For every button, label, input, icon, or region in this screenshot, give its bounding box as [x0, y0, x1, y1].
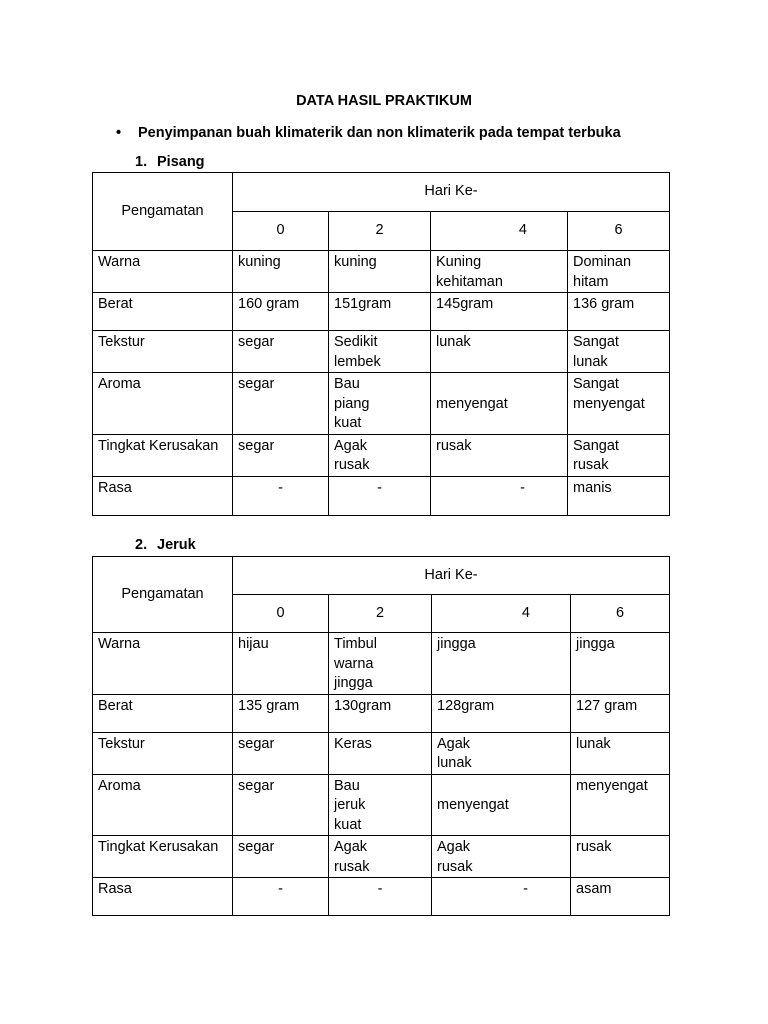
row-label: Rasa	[93, 878, 233, 916]
header-day: 4	[432, 595, 571, 633]
bullet-text: Penyimpanan buah klimaterik dan non klimaterik pada tempat terbuka	[138, 125, 621, 141]
table-row	[93, 774, 670, 836]
row-label: Warna	[93, 633, 233, 695]
table-cell: segar	[233, 331, 329, 373]
bullet-symbol: •	[116, 125, 122, 141]
row-label: Aroma	[93, 774, 233, 836]
section-name: Jeruk	[157, 537, 196, 553]
table-row	[93, 836, 670, 878]
table-cell: rusak	[571, 836, 670, 878]
table-row	[93, 878, 670, 916]
table-cell: lunak	[431, 331, 568, 373]
row-label: Tekstur	[93, 732, 233, 774]
header-hari-ke: Hari Ke-	[233, 173, 670, 212]
table-row	[93, 694, 670, 732]
table-cell: 145gram	[431, 293, 568, 331]
bullet-point	[116, 125, 621, 141]
table-cell: 136 gram	[568, 293, 670, 331]
table-cell: jingga	[432, 633, 571, 695]
header-day: 6	[571, 595, 670, 633]
header-day: 0	[233, 212, 329, 251]
table-cell: Keras	[329, 732, 432, 774]
table-cell: Agak rusak	[329, 836, 432, 878]
table-cell: menyengat	[571, 774, 670, 836]
table-cell: segar	[233, 373, 329, 435]
table-cell: 130gram	[329, 694, 432, 732]
row-label: Berat	[93, 293, 233, 331]
header-day: 0	[233, 595, 329, 633]
table-row	[93, 476, 670, 515]
observation-table-pisang	[92, 172, 670, 516]
table-cell: rusak	[431, 434, 568, 476]
table-cell: asam	[571, 878, 670, 916]
table-cell: -	[431, 476, 568, 515]
table-row	[93, 373, 670, 435]
header-pengamatan: Pengamatan	[93, 173, 233, 251]
table-row	[93, 331, 670, 373]
table-cell: Sangat menyengat	[568, 373, 670, 435]
table-cell: jingga	[571, 633, 670, 695]
table-cell: Dominan hitam	[568, 251, 670, 293]
table-cell: 128gram	[432, 694, 571, 732]
section-number: 1.	[135, 154, 148, 170]
section-heading-jeruk	[135, 537, 196, 553]
table-cell: Sedikit lembek	[329, 331, 431, 373]
header-pengamatan: Pengamatan	[93, 557, 233, 633]
row-label: Berat	[93, 694, 233, 732]
table-row	[93, 251, 670, 293]
header-hari-ke: Hari Ke-	[233, 557, 670, 595]
row-label: Warna	[93, 251, 233, 293]
section-name: Pisang	[157, 154, 205, 170]
table-cell: segar	[233, 774, 329, 836]
table-cell: segar	[233, 732, 329, 774]
table-row	[93, 732, 670, 774]
table-cell: Timbul warna jingga	[329, 633, 432, 695]
table-cell: 160 gram	[233, 293, 329, 331]
table-cell: lunak	[571, 732, 670, 774]
table-cell: Bau piang kuat	[329, 373, 431, 435]
table-cell: Agak rusak	[432, 836, 571, 878]
table-cell: segar	[233, 434, 329, 476]
table-cell: -	[432, 878, 571, 916]
table-cell: Bau jeruk kuat	[329, 774, 432, 836]
table-cell: menyengat	[432, 774, 571, 836]
table-cell: -	[233, 878, 329, 916]
header-day: 2	[329, 595, 432, 633]
table-cell: hijau	[233, 633, 329, 695]
table-cell: 127 gram	[571, 694, 670, 732]
table-cell: Kuning kehitaman	[431, 251, 568, 293]
table-row	[93, 434, 670, 476]
observation-table-jeruk	[92, 556, 670, 916]
document-title: DATA HASIL PRAKTIKUM	[296, 93, 472, 109]
row-label: Tingkat Kerusakan	[93, 434, 233, 476]
row-label: Tekstur	[93, 331, 233, 373]
table-cell: -	[233, 476, 329, 515]
table-cell: menyengat	[431, 373, 568, 435]
table-cell: Agak rusak	[329, 434, 431, 476]
table-cell: -	[329, 476, 431, 515]
header-day: 4	[431, 212, 568, 251]
table-cell: segar	[233, 836, 329, 878]
section-heading-pisang	[135, 154, 205, 170]
header-day: 2	[329, 212, 431, 251]
table-cell: kuning	[329, 251, 431, 293]
row-label: Rasa	[93, 476, 233, 515]
row-label: Aroma	[93, 373, 233, 435]
table-cell: manis	[568, 476, 670, 515]
table-cell: kuning	[233, 251, 329, 293]
table-cell: 135 gram	[233, 694, 329, 732]
section-number: 2.	[135, 537, 148, 553]
table-cell: -	[329, 878, 432, 916]
table-cell: Sangat rusak	[568, 434, 670, 476]
table-cell: Agak lunak	[432, 732, 571, 774]
table-row	[93, 633, 670, 695]
table-cell: 151gram	[329, 293, 431, 331]
table-row	[93, 293, 670, 331]
row-label: Tingkat Kerusakan	[93, 836, 233, 878]
table-cell: Sangat lunak	[568, 331, 670, 373]
header-day: 6	[568, 212, 670, 251]
